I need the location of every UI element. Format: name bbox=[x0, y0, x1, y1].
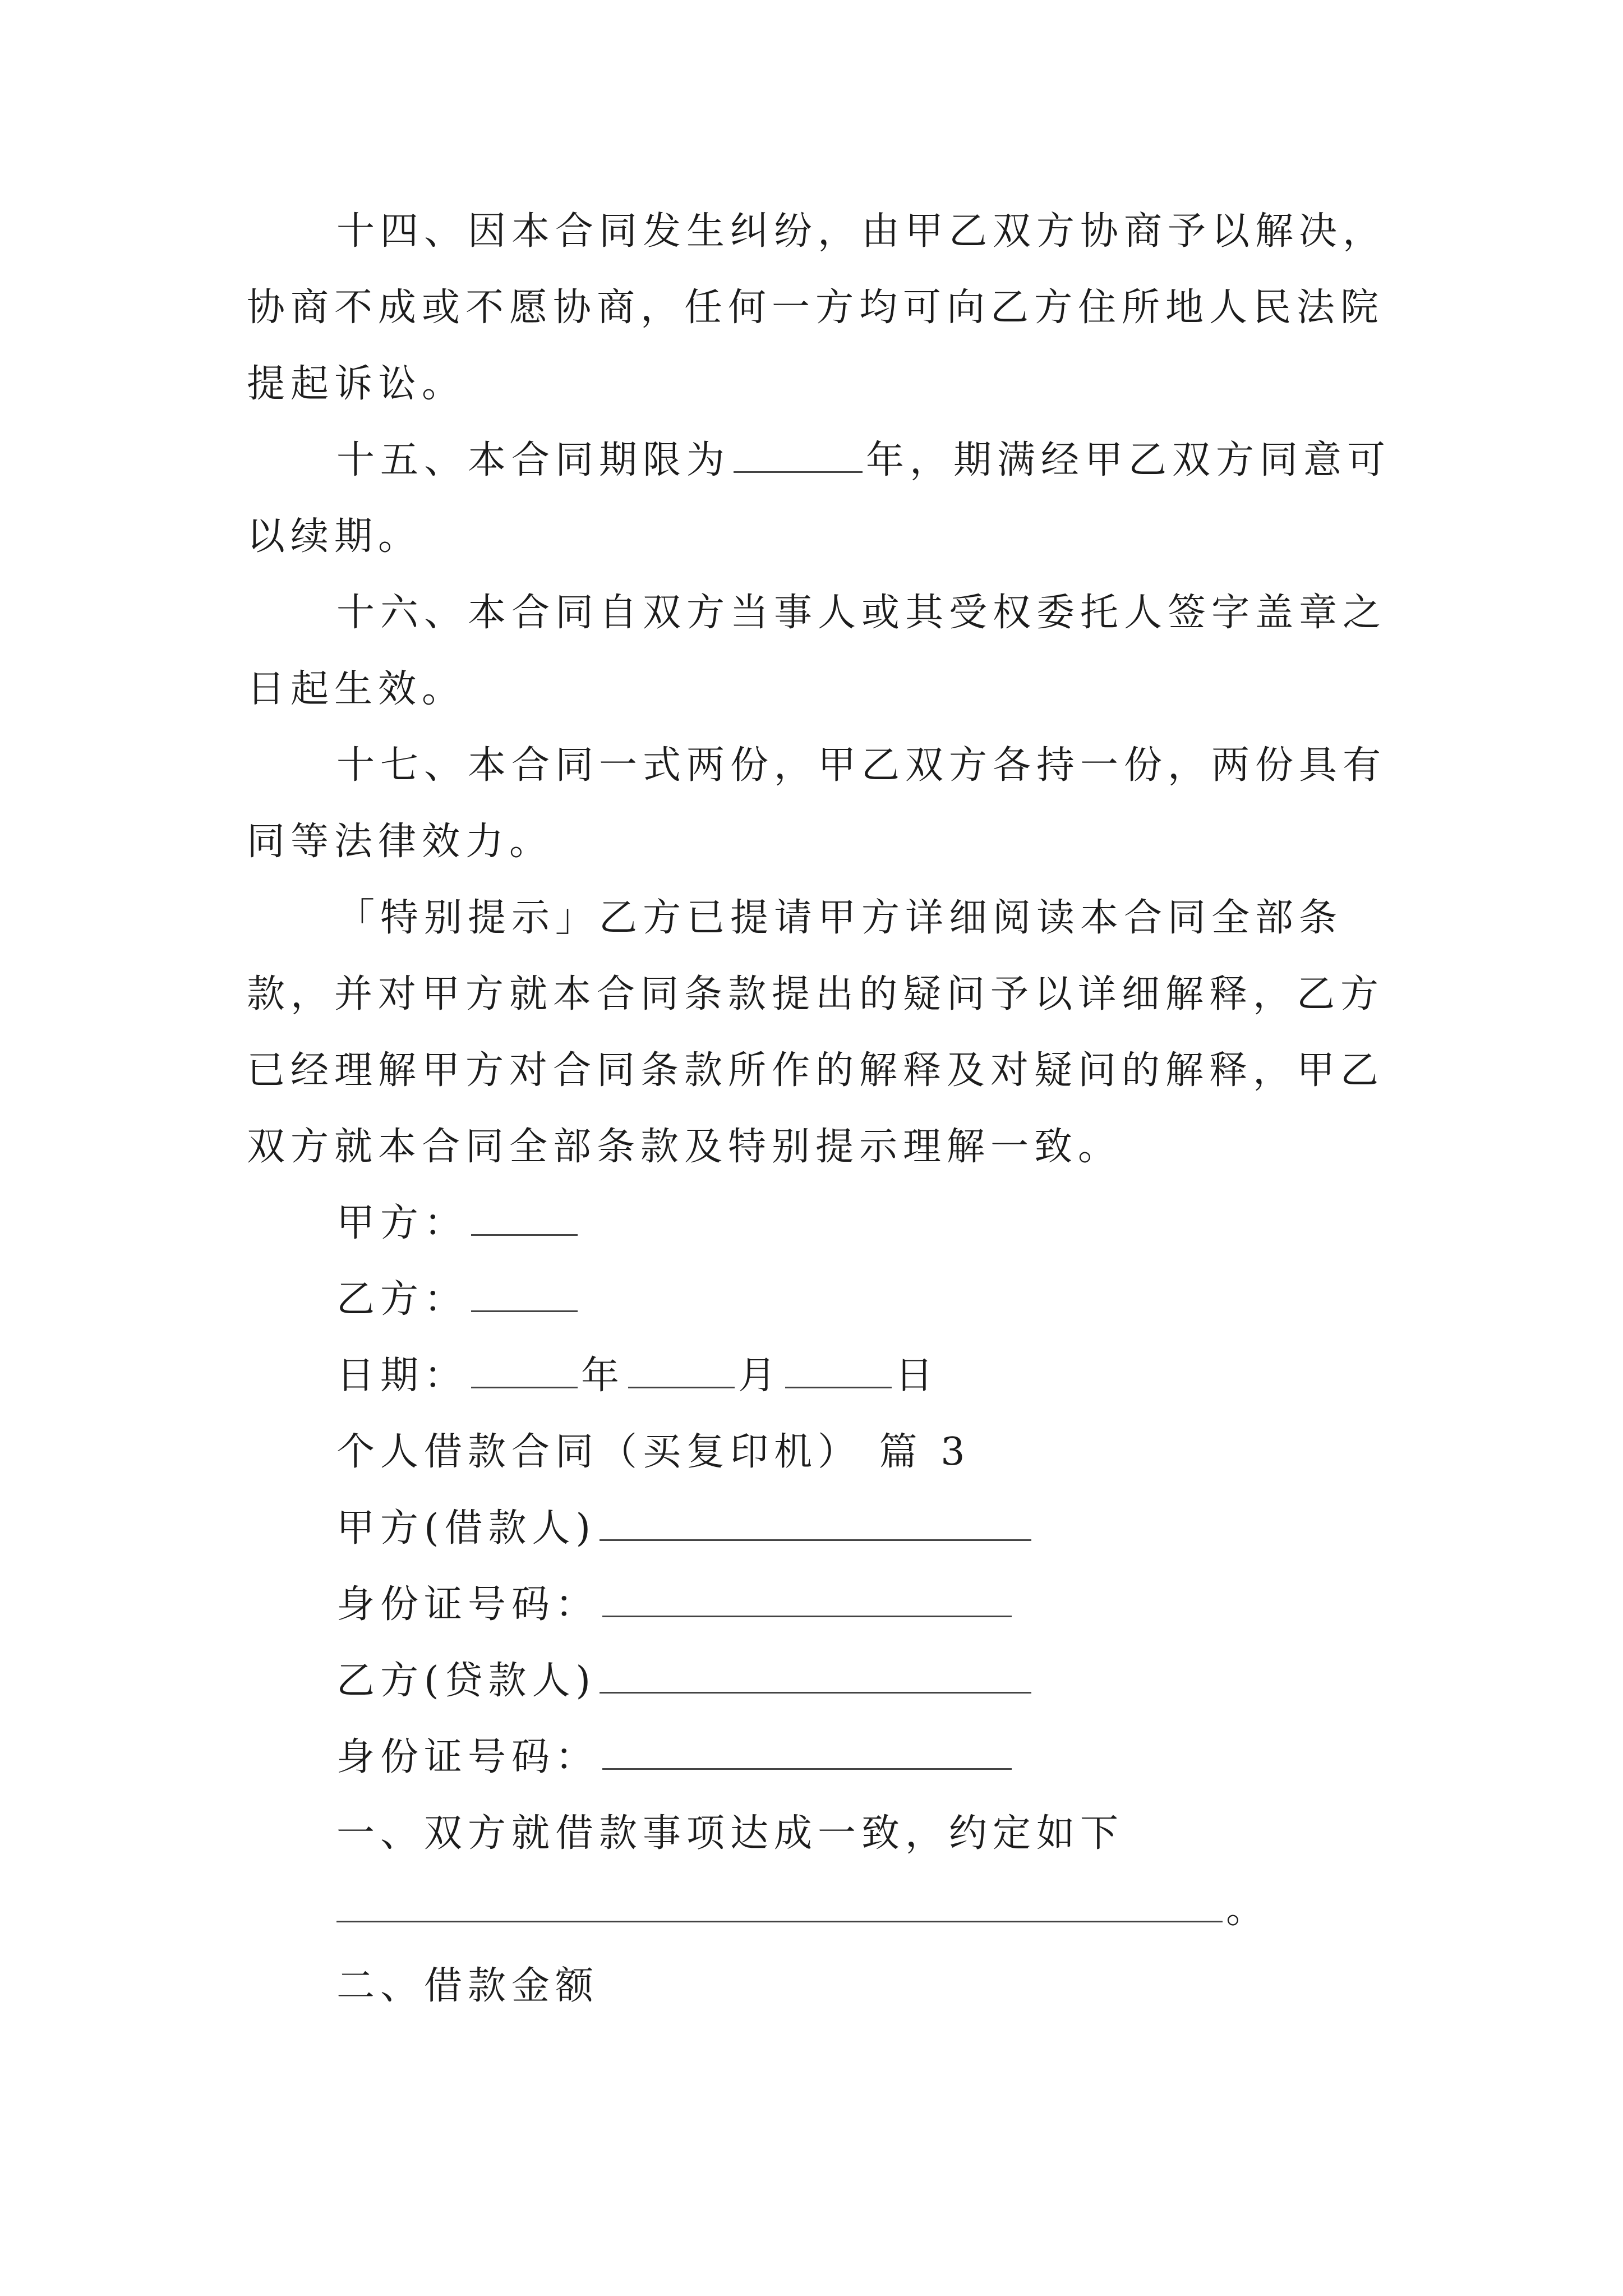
borrower-id-label: 身份证号码： bbox=[336, 1582, 600, 1627]
party-a-label: 甲方： bbox=[336, 1201, 468, 1245]
clause-15-text-a: 十五、本合同期限为 bbox=[336, 438, 731, 482]
lender-line bbox=[247, 1643, 1419, 1719]
clause-15-text-b: 年，期满经甲乙双方同意可以续期。 bbox=[247, 438, 1391, 559]
lender-blank[interactable] bbox=[600, 1659, 1031, 1694]
clause-17: 十七、本合同一式两份，甲乙双方各持一份，两份具有同等法律效力。 bbox=[247, 743, 1387, 864]
lender-id-label: 身份证号码： bbox=[336, 1735, 600, 1779]
lender-id-line bbox=[247, 1719, 1419, 1796]
special-notice: 「特别提示」乙方已提请甲方详细阅读本合同全部条款，并对甲方就本合同条款提出的疑问予以详细解释，乙方已经理解甲方对合同条款所作的解释及对疑问的解释，甲乙双方就本合同全部条款及特别提示理解一致。 bbox=[247, 896, 1385, 1169]
clause-14: 十四、因本合同发生纠纷，由甲乙双方协商予以解决，协商不成或不愿协商，任何一方均可向乙方住所地人民法院提起诉讼。 bbox=[247, 209, 1387, 406]
borrower-id-blank[interactable] bbox=[602, 1583, 1012, 1617]
borrower-blank[interactable] bbox=[600, 1507, 1031, 1541]
section-title: 个人借款合同（买复印机） 篇 3 bbox=[336, 1430, 971, 1474]
borrower-line bbox=[247, 1490, 1419, 1567]
date-month-label: 月 bbox=[738, 1354, 782, 1398]
document-body bbox=[247, 194, 1419, 2024]
party-b-blank[interactable] bbox=[471, 1278, 578, 1312]
lender-label: 乙方(贷款人) bbox=[336, 1659, 597, 1703]
date-day-blank[interactable] bbox=[785, 1354, 892, 1388]
clause-1-end: 。 bbox=[1226, 1888, 1270, 1932]
clause-16: 十六、本合同自双方当事人或其受权委托人签字盖章之日起生效。 bbox=[247, 591, 1387, 711]
date-label: 日期： bbox=[336, 1354, 468, 1398]
clause-1: 一、双方就借款事项达成一致，约定如下 bbox=[336, 1811, 1124, 1856]
date-day-label: 日 bbox=[895, 1354, 939, 1398]
party-a-line bbox=[247, 1185, 1419, 1262]
clause-2: 二、借款金额 bbox=[336, 1964, 600, 2008]
date-month-blank[interactable] bbox=[628, 1354, 735, 1388]
term-years-blank[interactable] bbox=[734, 439, 863, 473]
party-b-label: 乙方： bbox=[336, 1277, 468, 1322]
date-year-label: 年 bbox=[581, 1354, 625, 1398]
borrower-label: 甲方(借款人) bbox=[336, 1506, 597, 1550]
date-line bbox=[247, 1338, 1419, 1414]
party-a-blank[interactable] bbox=[471, 1202, 578, 1236]
borrower-id-line bbox=[247, 1567, 1419, 1643]
party-b-line bbox=[247, 1262, 1419, 1338]
date-year-blank[interactable] bbox=[471, 1354, 578, 1388]
clause-1-blank[interactable] bbox=[336, 1888, 1223, 1922]
lender-id-blank[interactable] bbox=[602, 1736, 1012, 1770]
clause-1-blank-line bbox=[247, 1872, 1419, 1948]
clause-15 bbox=[247, 422, 1419, 575]
